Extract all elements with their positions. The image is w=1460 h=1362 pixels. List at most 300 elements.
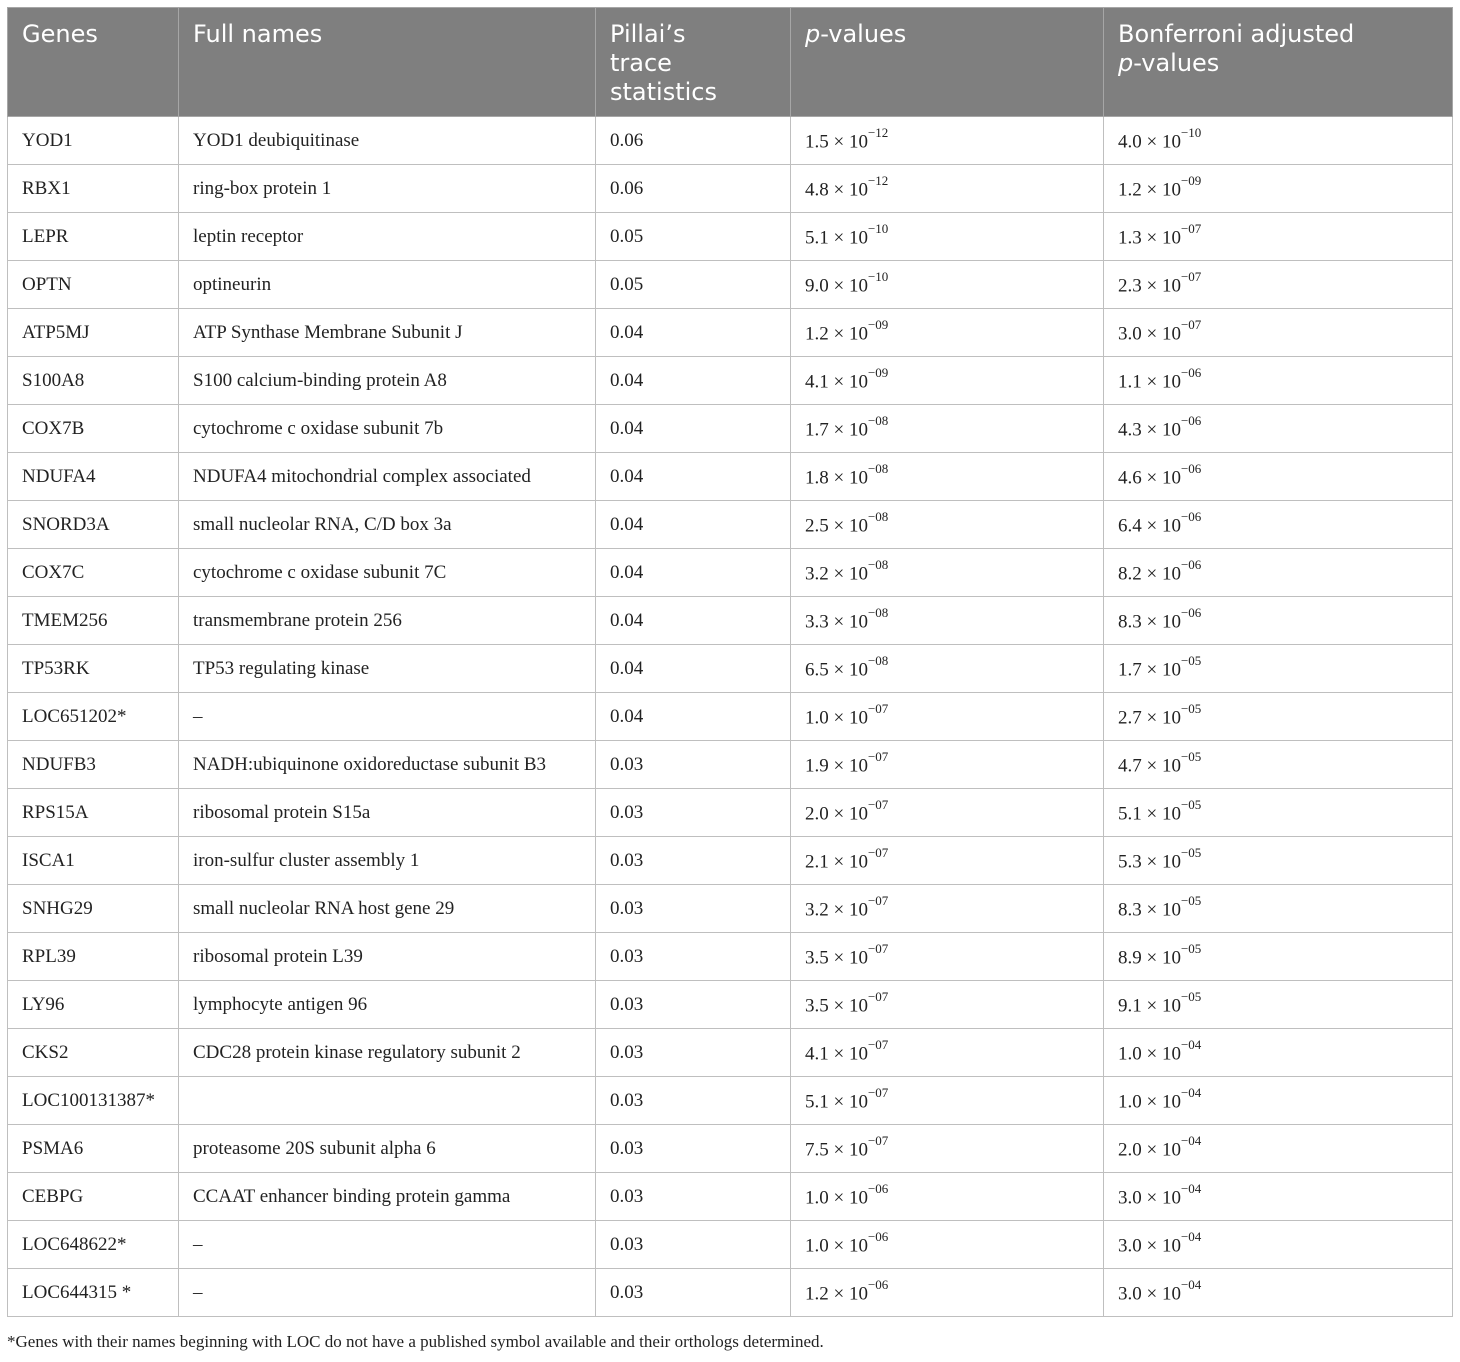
header-pillai-line3: statistics [610, 78, 717, 106]
p-value-cell [791, 453, 1104, 501]
gene-cell [8, 789, 179, 837]
pillai-cell [596, 789, 791, 837]
pillai-value: 0.03 [610, 1281, 644, 1303]
p-value-exponent: −07 [867, 940, 889, 956]
full-name-cell [179, 1269, 596, 1317]
bonferroni-cell [1104, 1029, 1453, 1077]
bonferroni-exponent: −04 [1180, 1276, 1202, 1292]
table-row [8, 549, 1453, 597]
bonferroni-times: × 10 [1141, 1091, 1181, 1113]
p-value-mantissa: 1.2 [805, 1283, 829, 1305]
gene-cell [8, 501, 179, 549]
gene-full-name: NADH:ubiquinone oxidoreductase subunit B3 [193, 753, 547, 775]
bonferroni-mantissa: 4.6 [1118, 467, 1142, 489]
p-value-times: × 10 [828, 1139, 868, 1161]
bonferroni-exponent: −05 [1180, 940, 1202, 956]
table-row [8, 789, 1453, 837]
p-value-exponent: −10 [867, 268, 889, 284]
table-row [8, 1029, 1453, 1077]
bonferroni-cell [1104, 885, 1453, 933]
table-row [8, 741, 1453, 789]
header-full-names [179, 8, 596, 117]
table-row [8, 405, 1453, 453]
table-row [8, 309, 1453, 357]
gene-cell [8, 117, 179, 165]
gene-symbol: CEBPG [22, 1185, 84, 1207]
p-value-mantissa: 1.0 [805, 707, 829, 729]
gene-results-table [7, 7, 1453, 1317]
pillai-value: 0.04 [610, 369, 644, 391]
p-value-times: × 10 [828, 323, 868, 345]
p-value-exponent: −06 [867, 1228, 889, 1244]
pillai-cell [596, 405, 791, 453]
pillai-value: 0.03 [610, 1185, 644, 1207]
full-name-cell [179, 981, 596, 1029]
full-name-cell [179, 1029, 596, 1077]
header-pillai [596, 8, 791, 117]
gene-symbol: NDUFB3 [22, 753, 96, 775]
p-value-exponent: −07 [867, 1132, 889, 1148]
p-value-exponent: −12 [867, 124, 889, 140]
gene-cell [8, 309, 179, 357]
bonferroni-cell [1104, 453, 1453, 501]
header-p-italic: p [805, 20, 821, 48]
bonferroni-times: × 10 [1141, 131, 1181, 153]
p-value-times: × 10 [828, 659, 868, 681]
bonferroni-times: × 10 [1141, 611, 1181, 633]
gene-full-name: – [193, 1281, 203, 1303]
gene-symbol: LOC651202* [22, 705, 127, 727]
p-value-exponent: −08 [867, 412, 889, 428]
p-value-cell [791, 741, 1104, 789]
gene-full-name: leptin receptor [193, 225, 304, 247]
p-value-times: × 10 [828, 275, 868, 297]
p-value-mantissa: 3.2 [805, 563, 829, 585]
bonferroni-exponent: −04 [1180, 1084, 1202, 1100]
gene-full-name: cytochrome c oxidase subunit 7b [193, 417, 444, 439]
pillai-value: 0.03 [610, 945, 644, 967]
p-value-cell [791, 117, 1104, 165]
gene-cell [8, 885, 179, 933]
full-name-cell [179, 1221, 596, 1269]
p-value-cell [791, 501, 1104, 549]
table-row [8, 597, 1453, 645]
bonferroni-exponent: −07 [1180, 316, 1202, 332]
gene-symbol: ISCA1 [22, 849, 75, 871]
p-value-mantissa: 1.5 [805, 131, 829, 153]
p-value-exponent: −07 [867, 892, 889, 908]
gene-cell [8, 837, 179, 885]
p-value-times: × 10 [828, 947, 868, 969]
bonferroni-times: × 10 [1141, 851, 1181, 873]
bonferroni-cell [1104, 1077, 1453, 1125]
bonferroni-exponent: −05 [1180, 652, 1202, 668]
p-value-mantissa: 1.2 [805, 323, 829, 345]
bonferroni-times: × 10 [1141, 1187, 1181, 1209]
table-row [8, 1173, 1453, 1221]
bonferroni-cell [1104, 1125, 1453, 1173]
pillai-value: 0.03 [610, 753, 644, 775]
pillai-cell [596, 117, 791, 165]
bonferroni-cell [1104, 597, 1453, 645]
table-body [8, 117, 1453, 1317]
p-value-cell [791, 1269, 1104, 1317]
bonferroni-times: × 10 [1141, 227, 1181, 249]
p-value-cell [791, 261, 1104, 309]
p-value-mantissa: 3.3 [805, 611, 829, 633]
table-row [8, 981, 1453, 1029]
p-value-mantissa: 3.2 [805, 899, 829, 921]
table-row [8, 357, 1453, 405]
pillai-value: 0.03 [610, 1041, 644, 1063]
p-value-times: × 10 [828, 995, 868, 1017]
gene-full-name: – [193, 1233, 203, 1255]
p-value-exponent: −07 [867, 748, 889, 764]
table-row [8, 501, 1453, 549]
header-bonferroni-p-rest: -values [1133, 49, 1220, 77]
pillai-value: 0.04 [610, 513, 644, 535]
p-value-mantissa: 3.5 [805, 947, 829, 969]
gene-symbol: COX7B [22, 417, 85, 439]
p-value-exponent: −09 [867, 316, 889, 332]
bonferroni-mantissa: 8.3 [1118, 611, 1142, 633]
pillai-value: 0.05 [610, 273, 644, 295]
pillai-value: 0.04 [610, 705, 644, 727]
p-value-mantissa: 2.5 [805, 515, 829, 537]
bonferroni-times: × 10 [1141, 419, 1181, 441]
bonferroni-mantissa: 1.3 [1118, 227, 1142, 249]
pillai-value: 0.04 [610, 321, 644, 343]
full-name-cell [179, 645, 596, 693]
p-value-mantissa: 5.1 [805, 1091, 829, 1113]
gene-full-name: proteasome 20S subunit alpha 6 [193, 1137, 436, 1159]
bonferroni-times: × 10 [1141, 275, 1181, 297]
p-value-exponent: −07 [867, 700, 889, 716]
p-value-mantissa: 1.0 [805, 1187, 829, 1209]
bonferroni-mantissa: 3.0 [1118, 1283, 1142, 1305]
bonferroni-mantissa: 2.3 [1118, 275, 1142, 297]
bonferroni-exponent: −06 [1180, 460, 1202, 476]
bonferroni-cell [1104, 309, 1453, 357]
bonferroni-cell [1104, 117, 1453, 165]
bonferroni-times: × 10 [1141, 515, 1181, 537]
gene-cell [8, 453, 179, 501]
gene-cell [8, 645, 179, 693]
table-row [8, 1125, 1453, 1173]
full-name-cell [179, 549, 596, 597]
bonferroni-times: × 10 [1141, 563, 1181, 585]
p-value-cell [791, 1125, 1104, 1173]
p-value-times: × 10 [828, 371, 868, 393]
bonferroni-exponent: −06 [1180, 412, 1202, 428]
p-value-exponent: −06 [867, 1180, 889, 1196]
pillai-cell [596, 885, 791, 933]
bonferroni-times: × 10 [1141, 1043, 1181, 1065]
gene-full-name: small nucleolar RNA host gene 29 [193, 897, 455, 919]
bonferroni-cell [1104, 357, 1453, 405]
bonferroni-cell [1104, 645, 1453, 693]
pillai-cell [596, 645, 791, 693]
pillai-cell [596, 837, 791, 885]
p-value-cell [791, 981, 1104, 1029]
table-row [8, 453, 1453, 501]
bonferroni-cell [1104, 261, 1453, 309]
gene-cell [8, 405, 179, 453]
full-name-cell [179, 693, 596, 741]
gene-cell [8, 357, 179, 405]
bonferroni-exponent: −06 [1180, 604, 1202, 620]
p-value-times: × 10 [828, 1235, 868, 1257]
table-header [8, 8, 1453, 117]
table-row [8, 885, 1453, 933]
header-bonferroni-p-italic: p [1118, 49, 1134, 77]
bonferroni-mantissa: 6.4 [1118, 515, 1142, 537]
gene-full-name: optineurin [193, 273, 272, 295]
bonferroni-mantissa: 2.0 [1118, 1139, 1142, 1161]
bonferroni-mantissa: 3.0 [1118, 1187, 1142, 1209]
pillai-value: 0.04 [610, 561, 644, 583]
gene-symbol: SNORD3A [22, 513, 110, 535]
p-value-exponent: −07 [867, 988, 889, 1004]
p-value-cell [791, 693, 1104, 741]
p-value-exponent: −07 [867, 1036, 889, 1052]
bonferroni-cell [1104, 1269, 1453, 1317]
p-value-times: × 10 [828, 707, 868, 729]
p-value-mantissa: 1.7 [805, 419, 829, 441]
pillai-value: 0.03 [610, 1089, 644, 1111]
full-name-cell [179, 597, 596, 645]
table-row [8, 837, 1453, 885]
gene-cell [8, 1221, 179, 1269]
p-value-times: × 10 [828, 419, 868, 441]
gene-cell [8, 213, 179, 261]
header-p-rest: -values [820, 20, 907, 48]
bonferroni-times: × 10 [1141, 323, 1181, 345]
gene-symbol: LEPR [22, 225, 69, 247]
table-row [8, 1221, 1453, 1269]
bonferroni-cell [1104, 549, 1453, 597]
pillai-value: 0.04 [610, 609, 644, 631]
table-row [8, 933, 1453, 981]
full-name-cell [179, 501, 596, 549]
p-value-mantissa: 1.8 [805, 467, 829, 489]
gene-full-name: YOD1 deubiquitinase [193, 129, 360, 151]
bonferroni-cell [1104, 837, 1453, 885]
gene-cell [8, 1125, 179, 1173]
full-name-cell [179, 1173, 596, 1221]
pillai-cell [596, 1125, 791, 1173]
header-bonferroni-line1: Bonferroni adjusted [1118, 20, 1355, 48]
table-row [8, 117, 1453, 165]
gene-symbol: TP53RK [22, 657, 90, 679]
pillai-value: 0.06 [610, 129, 644, 151]
bonferroni-exponent: −05 [1180, 796, 1202, 812]
p-value-exponent: −07 [867, 1084, 889, 1100]
pillai-cell [596, 1029, 791, 1077]
p-value-mantissa: 5.1 [805, 227, 829, 249]
header-genes-label: Genes [22, 20, 98, 48]
gene-full-name: CDC28 protein kinase regulatory subunit 2 [193, 1041, 521, 1063]
gene-symbol: YOD1 [22, 129, 73, 151]
pillai-cell [596, 981, 791, 1029]
gene-symbol: OPTN [22, 273, 72, 295]
pillai-cell [596, 357, 791, 405]
pillai-cell [596, 1221, 791, 1269]
pillai-value: 0.03 [610, 849, 644, 871]
bonferroni-exponent: −09 [1180, 172, 1202, 188]
p-value-times: × 10 [828, 1091, 868, 1113]
bonferroni-cell [1104, 213, 1453, 261]
table-footnote: *Genes with their names beginning with LOC do not have a published symbol available and their orthologs determined. [7, 1332, 824, 1351]
gene-full-name: iron-sulfur cluster assembly 1 [193, 849, 420, 871]
gene-symbol: RPL39 [22, 945, 76, 967]
gene-symbol: LOC644315 * [22, 1281, 132, 1303]
pillai-cell [596, 309, 791, 357]
gene-symbol: S100A8 [22, 369, 85, 391]
p-value-times: × 10 [828, 899, 868, 921]
pillai-value: 0.03 [610, 1137, 644, 1159]
gene-symbol: ATP5MJ [22, 321, 90, 343]
full-name-cell [179, 309, 596, 357]
pillai-value: 0.03 [610, 801, 644, 823]
bonferroni-cell [1104, 741, 1453, 789]
pillai-cell [596, 597, 791, 645]
gene-symbol: LOC100131387* [22, 1089, 155, 1111]
gene-full-name: ribosomal protein S15a [193, 801, 371, 823]
gene-full-name: NDUFA4 mitochondrial complex associated [193, 465, 531, 487]
bonferroni-cell [1104, 981, 1453, 1029]
full-name-cell [179, 261, 596, 309]
p-value-mantissa: 4.1 [805, 371, 829, 393]
gene-symbol: CKS2 [22, 1041, 69, 1063]
gene-cell [8, 261, 179, 309]
gene-full-name: TP53 regulating kinase [193, 657, 370, 679]
p-value-cell [791, 357, 1104, 405]
pillai-cell [596, 501, 791, 549]
p-value-times: × 10 [828, 467, 868, 489]
bonferroni-exponent: −04 [1180, 1036, 1202, 1052]
p-value-times: × 10 [828, 1283, 868, 1305]
pillai-cell [596, 165, 791, 213]
bonferroni-exponent: −07 [1180, 268, 1202, 284]
p-value-mantissa: 2.1 [805, 851, 829, 873]
gene-full-name: – [193, 705, 203, 727]
bonferroni-mantissa: 2.7 [1118, 707, 1142, 729]
p-value-cell [791, 837, 1104, 885]
gene-symbol: RBX1 [22, 177, 71, 199]
bonferroni-mantissa: 1.7 [1118, 659, 1142, 681]
header-full-names-label: Full names [193, 20, 323, 48]
full-name-cell [179, 789, 596, 837]
p-value-mantissa: 2.0 [805, 803, 829, 825]
pillai-cell [596, 1077, 791, 1125]
p-value-mantissa: 1.0 [805, 1235, 829, 1257]
bonferroni-mantissa: 4.7 [1118, 755, 1142, 777]
bonferroni-cell [1104, 405, 1453, 453]
bonferroni-cell [1104, 501, 1453, 549]
bonferroni-mantissa: 1.2 [1118, 179, 1142, 201]
table-row [8, 261, 1453, 309]
bonferroni-times: × 10 [1141, 707, 1181, 729]
gene-full-name: transmembrane protein 256 [193, 609, 402, 631]
gene-full-name: lymphocyte antigen 96 [193, 993, 368, 1015]
pillai-cell [596, 213, 791, 261]
p-value-exponent: −09 [867, 364, 889, 380]
bonferroni-times: × 10 [1141, 659, 1181, 681]
table-row [8, 165, 1453, 213]
p-value-cell [791, 1029, 1104, 1077]
bonferroni-exponent: −04 [1180, 1228, 1202, 1244]
gene-full-name: cytochrome c oxidase subunit 7C [193, 561, 447, 583]
p-value-cell [791, 1221, 1104, 1269]
p-value-exponent: −07 [867, 844, 889, 860]
pillai-cell [596, 693, 791, 741]
gene-cell [8, 1173, 179, 1221]
table-row [8, 645, 1453, 693]
gene-full-name: ATP Synthase Membrane Subunit J [193, 321, 463, 343]
p-value-cell [791, 213, 1104, 261]
p-value-cell [791, 405, 1104, 453]
bonferroni-exponent: −10 [1180, 124, 1202, 140]
bonferroni-times: × 10 [1141, 1139, 1181, 1161]
bonferroni-mantissa: 8.9 [1118, 947, 1142, 969]
bonferroni-exponent: −05 [1180, 700, 1202, 716]
p-value-times: × 10 [828, 1043, 868, 1065]
bonferroni-exponent: −04 [1180, 1180, 1202, 1196]
pillai-value: 0.03 [610, 993, 644, 1015]
gene-symbol: LOC648622* [22, 1233, 127, 1255]
bonferroni-mantissa: 8.3 [1118, 899, 1142, 921]
bonferroni-times: × 10 [1141, 1283, 1181, 1305]
full-name-cell [179, 213, 596, 261]
gene-symbol: RPS15A [22, 801, 89, 823]
gene-full-name: CCAAT enhancer binding protein gamma [193, 1185, 511, 1207]
bonferroni-exponent: −05 [1180, 988, 1202, 1004]
table-row [8, 1077, 1453, 1125]
p-value-exponent: −07 [867, 796, 889, 812]
gene-cell [8, 549, 179, 597]
bonferroni-exponent: −06 [1180, 364, 1202, 380]
bonferroni-exponent: −05 [1180, 844, 1202, 860]
p-value-times: × 10 [828, 755, 868, 777]
gene-cell [8, 1029, 179, 1077]
bonferroni-exponent: −07 [1180, 220, 1202, 236]
p-value-cell [791, 165, 1104, 213]
p-value-cell [791, 885, 1104, 933]
full-name-cell [179, 933, 596, 981]
header-p-values [791, 8, 1104, 117]
bonferroni-times: × 10 [1141, 803, 1181, 825]
bonferroni-cell [1104, 693, 1453, 741]
full-name-cell [179, 741, 596, 789]
full-name-cell [179, 885, 596, 933]
p-value-times: × 10 [828, 851, 868, 873]
gene-cell [8, 981, 179, 1029]
p-value-mantissa: 7.5 [805, 1139, 829, 1161]
gene-symbol: PSMA6 [22, 1137, 84, 1159]
pillai-cell [596, 933, 791, 981]
p-value-times: × 10 [828, 131, 868, 153]
bonferroni-times: × 10 [1141, 899, 1181, 921]
table-row [8, 693, 1453, 741]
bonferroni-times: × 10 [1141, 947, 1181, 969]
gene-symbol: TMEM256 [22, 609, 108, 631]
p-value-times: × 10 [828, 611, 868, 633]
full-name-cell [179, 405, 596, 453]
p-value-times: × 10 [828, 515, 868, 537]
p-value-exponent: −10 [867, 220, 889, 236]
full-name-cell [179, 1077, 596, 1125]
